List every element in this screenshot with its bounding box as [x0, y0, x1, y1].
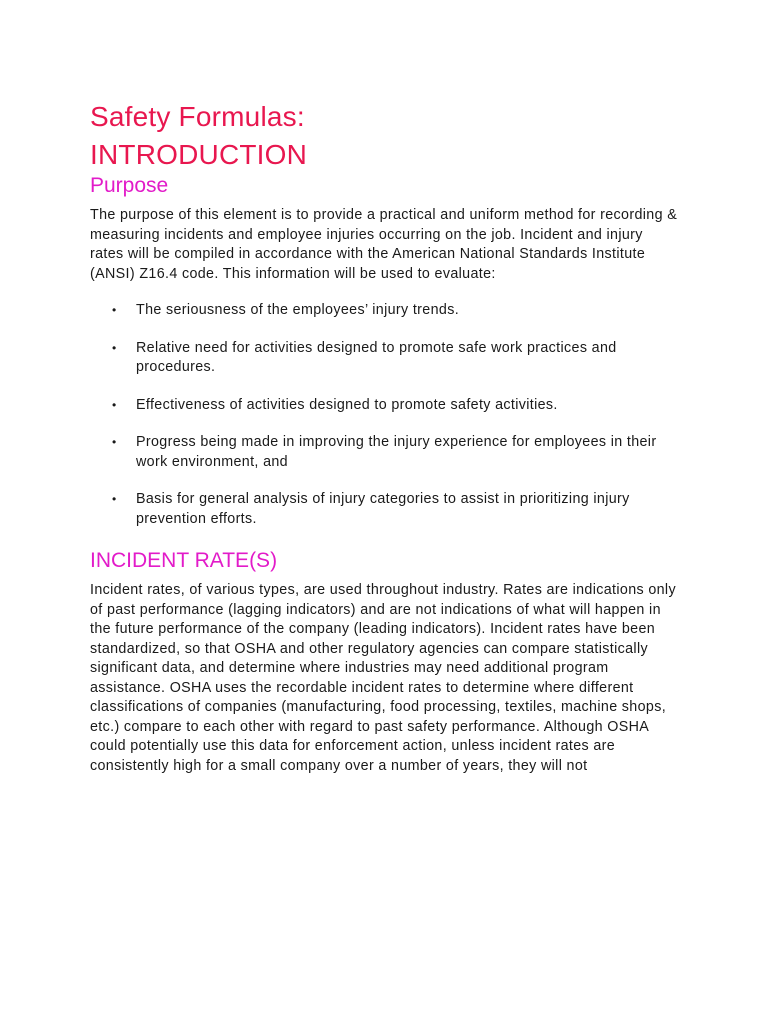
bullet-text: Progress being made in improving the injury experience for employees in their work environment, and — [136, 434, 657, 470]
document-title-line1: Safety Formulas: — [90, 101, 305, 132]
list-item — [90, 396, 680, 416]
bullet-text: Relative need for activities designed to promote safe work practices and procedures. — [136, 339, 617, 375]
bullet-text: Effectiveness of activities designed to promote safety activities. — [136, 396, 558, 413]
purpose-paragraph: The purpose of this element is to provide a practical and uniform method for recording & measuring incidents and employee injuries occurring on the job. Incident and injury rates will be compiled in accordance with the American National Standards Institute (ANSI) Z16.4 code. This information will be used to evaluate: — [90, 207, 678, 282]
list-item — [90, 490, 680, 529]
bullet-icon: • — [112, 492, 117, 506]
list-item — [90, 301, 680, 321]
bullet-icon: • — [112, 340, 117, 355]
purpose-heading: Purpose — [90, 174, 169, 197]
list-item — [90, 339, 680, 378]
document-title-line2: INTRODUCTION — [90, 139, 308, 170]
purpose-bullet-list — [90, 301, 680, 529]
incident-rates-heading: INCIDENT RATE(S) — [90, 549, 278, 572]
bullet-text: Basis for general analysis of injury categories to assist in prioritizing injury prevention efforts. — [136, 491, 630, 527]
document-page — [90, 98, 680, 776]
bullet-icon: • — [112, 397, 117, 412]
list-item — [90, 433, 680, 472]
bullet-icon: • — [112, 303, 117, 317]
bullet-text: The seriousness of the employees’ injury trends. — [136, 302, 460, 318]
bullet-icon: • — [112, 435, 117, 449]
incident-rates-paragraph: Incident rates, of various types, are used throughout industry. Rates are indications only of past performance (lagging indicators) and are not indications of what will happen in the future performance of the company (leading indicators). Incident rates have been standardized, so that OSHA and other regulatory agencies can compare statistically significant data, and determine where industries may need additional program assistance. OSHA uses the recordable incident rates to determine where different classifications of companies (manufacturing, food processing, textiles, machine shops, etc.) compare to each other with regard to past safety performance. Although OSHA could potentially use this data for enforcement action, unless incident rates are consistently high for a small company over a number of years, they will not — [90, 582, 676, 774]
